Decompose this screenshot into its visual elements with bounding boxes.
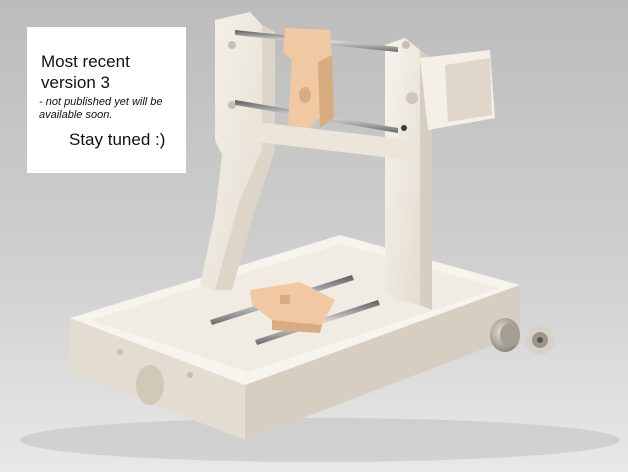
note-subtitle-line1: - not published yet will be bbox=[39, 96, 163, 108]
note-title-line2: version 3 bbox=[41, 73, 110, 92]
base-port bbox=[136, 365, 164, 405]
version-note-card bbox=[27, 27, 186, 173]
floor-shadow bbox=[20, 418, 620, 462]
knob-large bbox=[490, 318, 520, 352]
note-title-line1: Most recent bbox=[41, 52, 130, 71]
note-subtitle-line2: available soon. bbox=[39, 109, 113, 121]
note-cta: Stay tuned :) bbox=[69, 130, 166, 149]
knob-small bbox=[525, 325, 555, 355]
